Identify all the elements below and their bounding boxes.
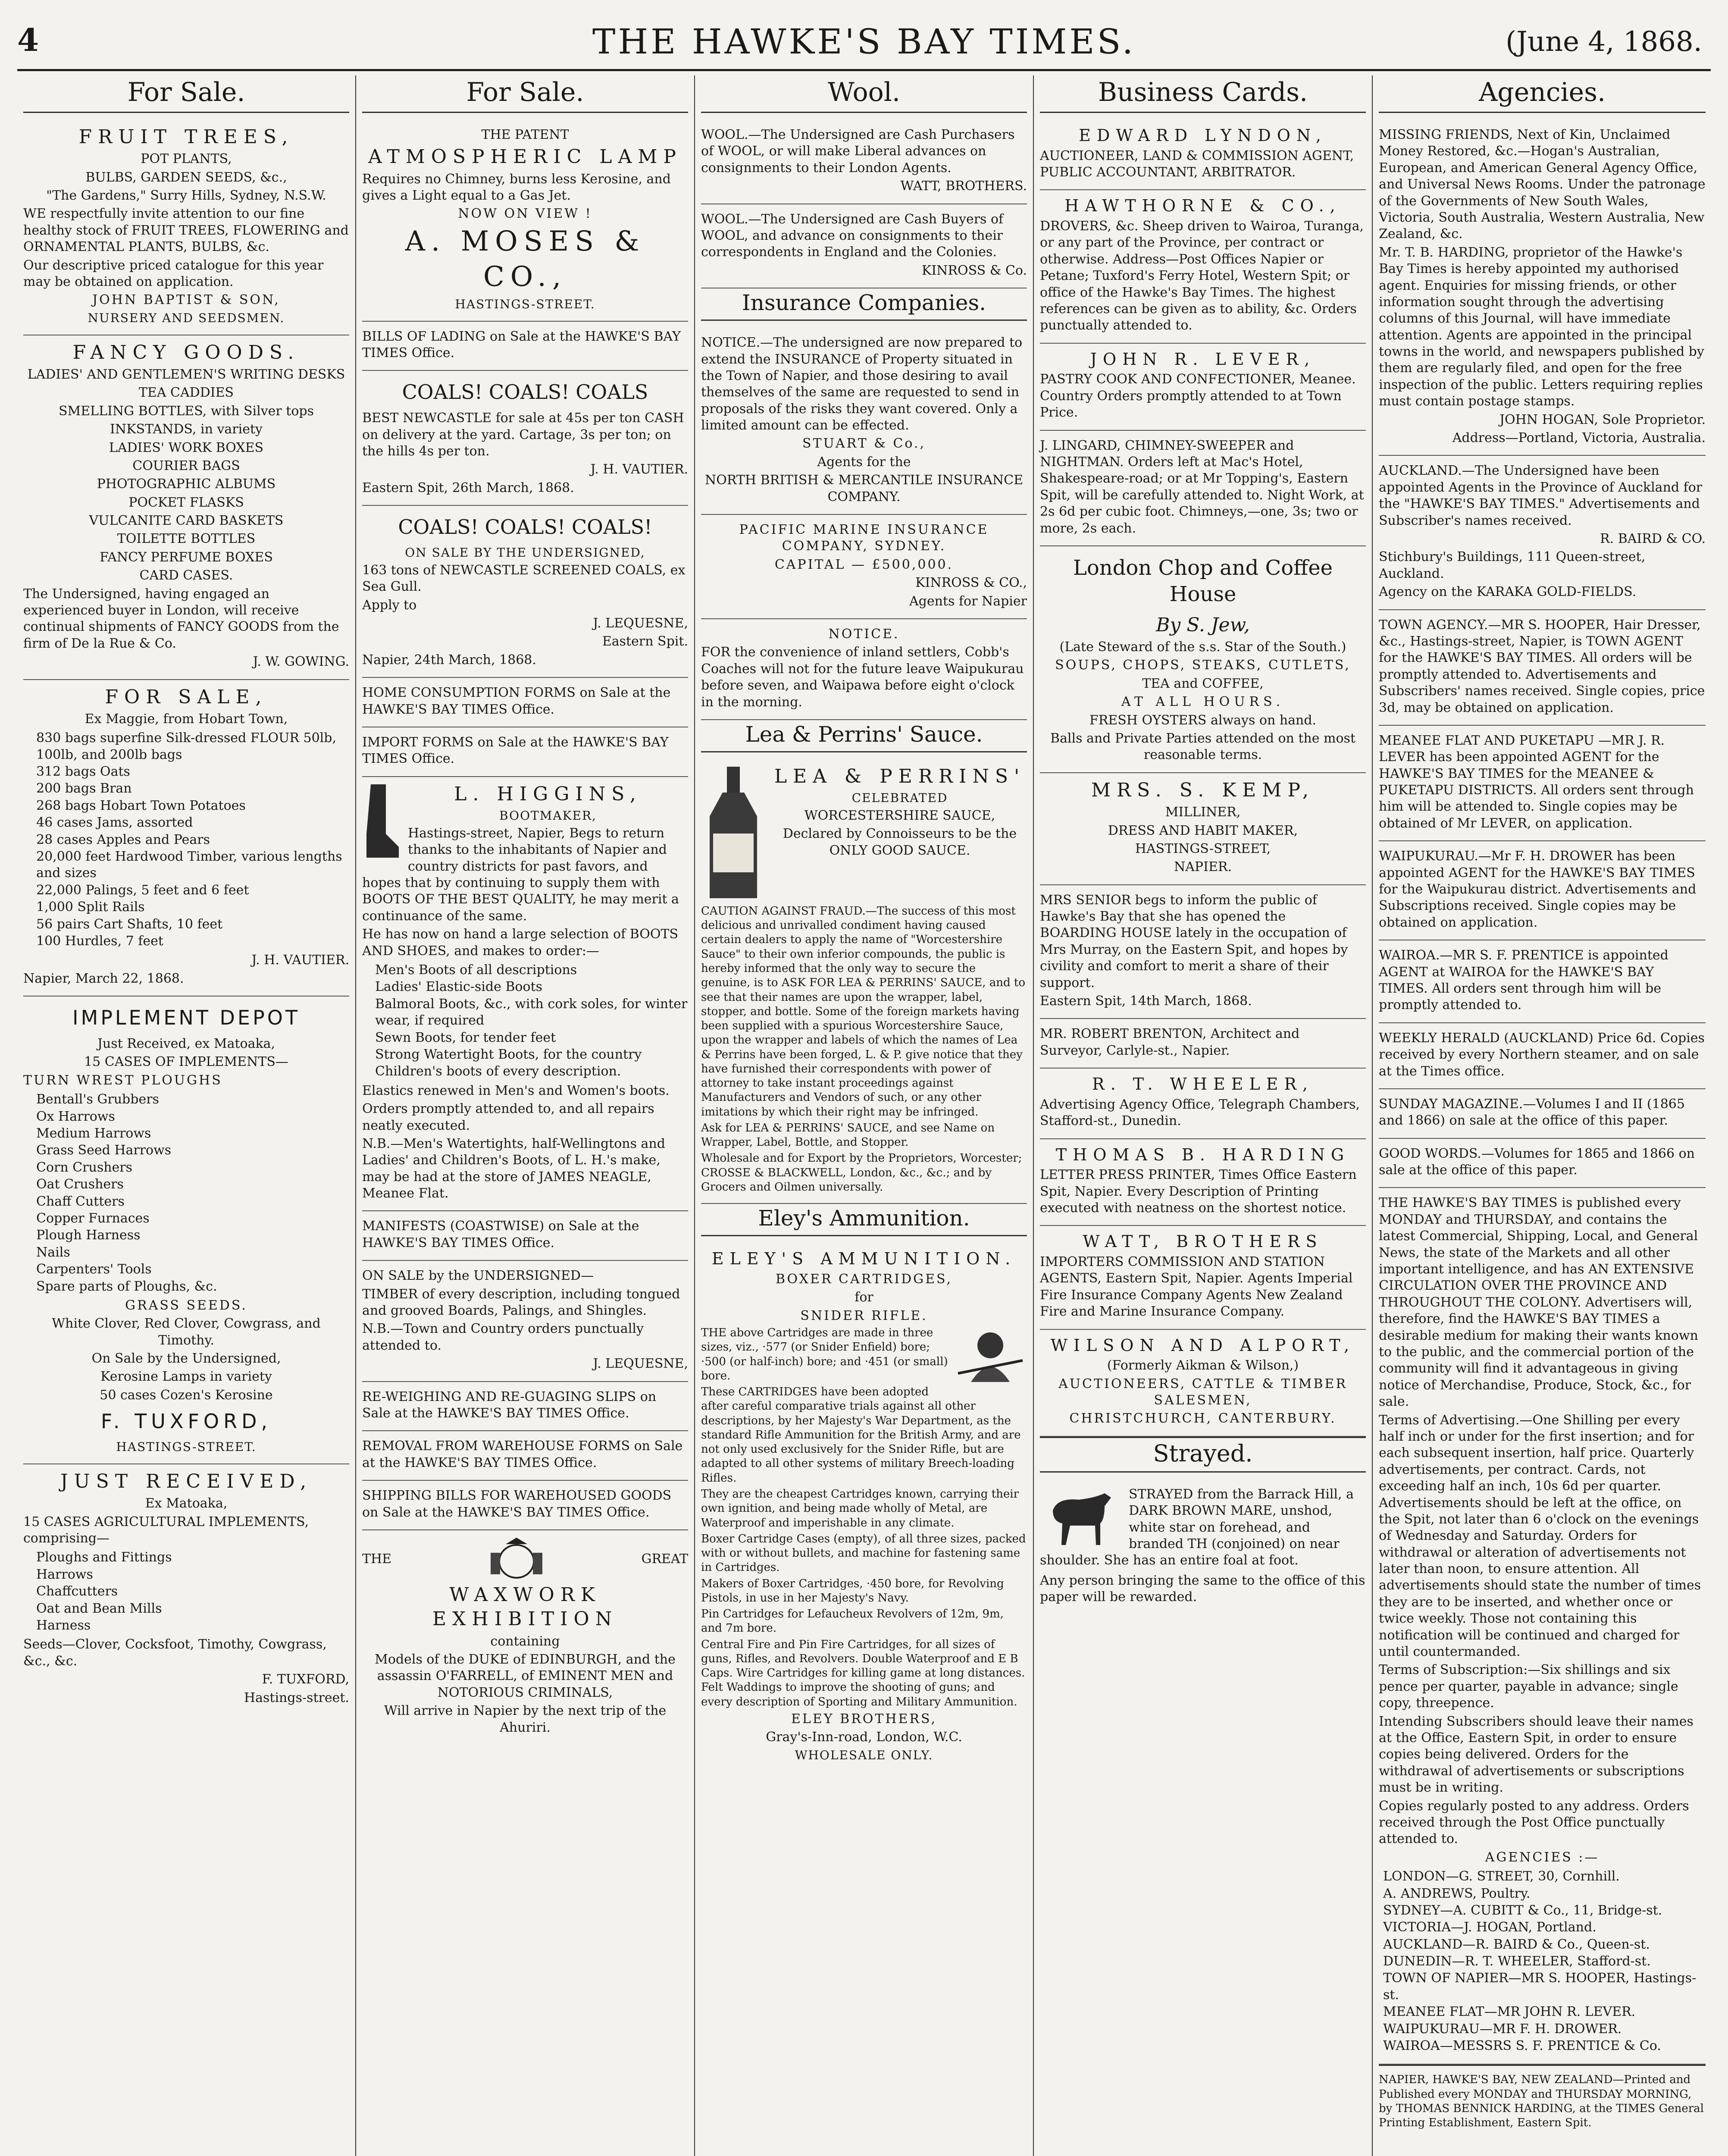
ad-signature: J. H. VAUTIER.	[590, 462, 688, 477]
ad-body: THE HAWKE'S BAY TIMES is published every MONDAY and THURSDAY, and contains the latest Commercial, Shipping, Local, and General News, the state of the Markets and all other important intelligence, and has AN EXTENSIVE CIRCULATION OVER THE PROVINCE AND THROUGHOUT THE COLONY. Advertisers will, therefore, find the HAWKE'S BAY TIMES a desirable medium for making their wants known to the public, and the commercial portion of the community will find it advantageous in giving notice of Merchandise, Produce, Stock, &c., for sale.	[1379, 1195, 1698, 1410]
ad-signature: NURSERY AND SEEDSMEN.	[88, 310, 285, 325]
ad-body: N.B.—Town and Country orders punctually attended to.	[362, 1321, 644, 1353]
card-senior	[1040, 885, 1366, 1019]
ad-body: WOOL.—The Undersigned are Cash Purchasers of WOOL, or will make Liberal advances on consignments to their London Agents.	[701, 127, 1015, 175]
ad-title: London Chop and Coffee House	[1073, 555, 1333, 607]
ad-body: MEANEE FLAT AND PUKETAPU —MR J. R. LEVER has been appointed AGENT for the HAWKE'S BAY TIMES for the MEANEE & PUKETAPU DISTRICTS. All orders sent through him will be attended to. Single copies may be obtained of Mr LEVER, on application.	[1379, 733, 1694, 831]
implements-list	[23, 1549, 349, 1634]
list-item: Strong Watertight Boots, for the country	[375, 1047, 642, 1062]
ad-line: HASTINGS-STREET,	[1135, 841, 1271, 856]
ad-sunday-magazine	[1379, 1089, 1706, 1139]
list-item: AUCKLAND—R. BAIRD & Co., Queen-st.	[1383, 1937, 1650, 1952]
ad-body: Terms of Advertising.—One Shilling per every half inch or under for the first insertion; and for each subsequent insertion, half price. Quarterly advertisements, per contract. Cards, not exceeding half an inch, 10s 6d per quarter. Advertisements should be left at the office, on the Spit, not later than 6 o'clock on the evenings of Wednesday and Saturday. Orders for withdrawal or alteration of advertisements not later than noon, to ensure attention. All advertisements should state the number of times they are to be inserted, and whether once or twice weekly. Those not containing this notification will be continued and charged for until countermanded.	[1379, 1412, 1701, 1660]
ad-eley-ammunition	[701, 1243, 1027, 1771]
ad-line: "The Gardens," Surry Hills, Sydney, N.S.W.	[46, 188, 326, 204]
list-item: Ox Harrows	[36, 1109, 115, 1124]
ad-body: Ask for LEA & PERRINS' SAUCE, and see Name on Wrapper, Label, Bottle, and Stopper.	[701, 1121, 995, 1149]
ad-title: ELEY'S AMMUNITION.	[711, 1249, 1017, 1269]
ad-pacific-marine	[701, 515, 1027, 619]
ad-title: JOHN R. LEVER,	[1090, 349, 1316, 369]
column-heading: Business Cards.	[1040, 75, 1366, 113]
list-item: DUNEDIN—R. T. WHEELER, Stafford-st.	[1383, 1954, 1651, 1969]
ad-reweighing	[362, 1382, 688, 1432]
imprint-text: NAPIER, HAWKE'S BAY, NEW ZEALAND—Printed and Published every MONDAY and THURSDAY MORNING, by THOMAS BENNICK HARDING, at the TIMES General Printing Establishment, Eastern Spit.	[1379, 2073, 1704, 2130]
ad-title: JUST RECEIVED,	[60, 1470, 313, 1492]
ad-body: AUCTIONEER, LAND & COMMISSION AGENT, PUBLIC ACCOUNTANT, ARBITRATOR.	[1040, 148, 1354, 180]
card-hawthorne	[1040, 190, 1366, 343]
ad-title: COALS! COALS! COALS!	[398, 515, 652, 539]
ad-subtitle: WORCESTERSHIRE SAUCE,	[804, 808, 995, 824]
ad-subtitle: BOXER CARTRIDGES,	[775, 1271, 953, 1287]
ad-subtitle: Ex Maggie, from Hobart Town,	[85, 711, 288, 727]
ad-line: BULBS, GARDEN SEEDS, &c.,	[85, 169, 287, 185]
ad-body: TEA and COFFEE,	[1142, 676, 1264, 691]
ad-shipping-bills	[362, 1481, 688, 1530]
ad-body: SUNDAY MAGAZINE.—Volumes I and II (1865 and 1866) on sale at the office of this paper.	[1379, 1096, 1685, 1128]
ad-body: Agents for the	[817, 454, 911, 470]
column-for-sale-1	[17, 75, 356, 2156]
ad-subtitle: Ex Matoaka,	[145, 1496, 228, 1511]
ad-signature: J. LEQUESNE,	[593, 1356, 688, 1372]
list-item: VICTORIA—J. HOGAN, Portland.	[1383, 1920, 1597, 1935]
ad-body: Any person bringing the same to the office of this paper will be rewarded.	[1040, 1573, 1365, 1605]
ad-body: Mr. T. B. HARDING, proprietor of the Hawke's Bay Times is hereby appointed my authorised agent. Enquiries for missing friends, or other information sought through the advertising columns of this Journal, will have immediate attention. Agents are appointed in the principal towns in the world, and newspapers published by them are regularly filed, and open for the free inspection of the public. Letters requiring replies must contain postage stamps.	[1379, 244, 1704, 409]
list-item: Children's boots of every description.	[375, 1064, 621, 1079]
ad-signature: STUART & Co.,	[802, 436, 926, 451]
ad-signature: JOHN BAPTIST & SON,	[92, 292, 280, 308]
list-item: INKSTANDS, in variety	[110, 422, 263, 437]
ad-title: FRUIT TREES,	[78, 126, 294, 148]
ad-body: STRAYED from the Barrack Hill, a DARK BROWN MARE, unshod, white star on forehead, and branded TH (conjoined) on near shoulder. She has an entire foal at foot.	[1040, 1486, 1354, 1568]
ad-signature: A. MOSES & CO.,	[405, 225, 645, 293]
list-item: TEA CADDIES	[138, 385, 234, 401]
ad-body: 163 tons of NEWCASTLE SCREENED COALS, ex Sea Gull.	[362, 562, 686, 595]
list-item: MEANEE FLAT—MR JOHN R. LEVER.	[1383, 2004, 1636, 2020]
ad-line: MILLINER,	[1165, 805, 1241, 820]
ad-title: HAWTHORNE & CO.,	[1064, 196, 1341, 216]
ad-line: NAPIER.	[1174, 859, 1232, 875]
ad-signature: WATT, BROTHERS.	[900, 179, 1027, 194]
ad-title: ATMOSPHERIC LAMP	[368, 146, 682, 168]
ad-address: HASTINGS-STREET.	[116, 1440, 257, 1454]
ad-subtitle: SNIDER RIFLE.	[800, 1308, 928, 1323]
ad-timber	[362, 1261, 688, 1382]
ad-for-sale-vautier	[23, 680, 349, 997]
ad-body: WEEKLY HERALD (AUCKLAND) Price 6d. Copies received by every Northern steamer, and on sale at the Times office.	[1379, 1030, 1705, 1079]
ad-wairoa-agency	[1379, 940, 1706, 1023]
ad-note: WHOLESALE ONLY.	[795, 1748, 933, 1762]
ad-coals-vautier	[362, 371, 688, 506]
ad-body: MANIFESTS (COASTWISE) on Sale at the HAWKE'S BAY TIMES Office.	[362, 1219, 639, 1250]
list-item: Grass Seed Harrows	[36, 1143, 172, 1158]
column-heading: Wool.	[701, 75, 1027, 113]
ad-meanee-agency	[1379, 726, 1706, 841]
ad-body: WAIPUKURAU.—Mr F. H. DROWER has been appointed AGENT for the HAWKE'S BAY TIMES for the Waipukurau district. Advertisements and Subscriptions received. Single copies may be obtained on application.	[1379, 849, 1697, 930]
list-item: Oat Crushers	[36, 1177, 124, 1192]
ad-body: Boxer Cartridge Cases (empty), of all three sizes, packed with or without bullets, and machine for fastening same in Cartridges.	[701, 1532, 1026, 1574]
ad-body: Our descriptive priced catalogue for this year may be obtained on application.	[23, 257, 324, 290]
ad-subtitle: By S. Jew,	[1156, 614, 1250, 636]
list-item: TOWN OF NAPIER—MR S. HOOPER, Hastings-st.	[1383, 1971, 1697, 2002]
ad-kicker: THE	[362, 1551, 392, 1567]
column-heading: For Sale.	[362, 75, 688, 113]
ad-body: BILLS OF LADING on Sale at the HAWKE'S BAY TIMES Office.	[362, 329, 681, 360]
ad-body: Orders promptly attended to, and all repairs neatly executed.	[362, 1101, 654, 1133]
ad-callout: NOW ON VIEW !	[458, 206, 592, 222]
ad-body: They are the cheapest Cartridges known, carrying their own ignition, and being made wholly of Metal, are Waterproof and imperishable in any climate.	[701, 1487, 1019, 1529]
list-item: Copper Furnaces	[36, 1210, 150, 1226]
ad-higgins	[362, 777, 688, 1212]
ad-lead: TURN WREST PLOUGHS	[23, 1072, 222, 1088]
list-item: Harrows	[36, 1567, 93, 1582]
ad-body: 15 CASES AGRICULTURAL IMPLEMENTS, comprising—	[23, 1514, 309, 1546]
ad-date: Eastern Spit, 26th March, 1868.	[362, 480, 574, 495]
list-item: Bentall's Grubbers	[36, 1092, 159, 1107]
ad-body: Declared by Connoisseurs to be the ONLY GOOD SAUCE.	[783, 826, 1017, 858]
ad-coals-lequesne	[362, 506, 688, 678]
ad-body: TOWN AGENCY.—MR S. HOOPER, Hair Dresser, &c., Hastings-street, Napier, is TOWN AGENT for the HAWKE'S BAY TIMES. All orders will be promptly attended to. Advertisements and Subscribers' names received. Single copies, price 3d, may be obtained on application.	[1379, 617, 1705, 715]
ad-title: PACIFIC MARINE INSURANCE COMPANY, SYDNEY.	[739, 522, 989, 554]
ad-body: WAIROA.—MR S. F. PRENTICE is appointed AGENT at WAIROA for the HAWKE'S BAY TIMES. All orders sent through him will be promptly attended to.	[1379, 948, 1669, 1013]
list-item: Chaff Cutters	[36, 1194, 125, 1209]
ad-body: Wholesale and for Export by the Proprietors, Worcester; CROSSE & BLACKWELL, London, &c., &c.; and by Grocers and Oilmen universally.	[701, 1152, 1022, 1194]
ad-date: Napier, March 22, 1868.	[23, 971, 184, 986]
ad-body: Elastics renewed in Men's and Women's boots.	[362, 1083, 670, 1098]
list-item: LONDON—G. STREET, 30, Cornhill.	[1383, 1869, 1620, 1884]
card-brenton	[1040, 1019, 1366, 1069]
ad-subheading: GRASS SEEDS.	[125, 1297, 247, 1313]
royal-crest-icon	[482, 1536, 551, 1583]
ad-body: Will arrive in Napier by the next trip of the Ahuriri.	[384, 1703, 667, 1735]
ad-signature: Agents for Napier	[909, 593, 1027, 609]
list-item: Chaffcutters	[36, 1584, 118, 1599]
ad-line: POT PLANTS,	[141, 151, 232, 167]
ad-date: Napier, 24th March, 1868.	[362, 652, 536, 667]
ad-just-received	[23, 1464, 349, 1715]
ad-subtitle: (Formerly Aikman & Wilson,)	[1107, 1358, 1299, 1373]
ad-publication-terms	[1379, 1188, 1706, 2065]
ad-body: DROVERS, &c. Sheep driven to Wairoa, Turanga, or any part of the Province, per contract or otherwise. Address—Post Offices Napier or Petane; Tuxford's Ferry Hotel, Western Spit; or office of the Hawke's Bay Times. The highest references can be given as to ability, &c. Orders punctually attended to.	[1040, 219, 1364, 333]
ad-subheading: AGENCIES :—	[1485, 1849, 1600, 1865]
list-item: Medium Harrows	[36, 1126, 151, 1141]
ad-body: Advertising Agency Office, Telegraph Chambers, Stafford-st., Dunedin.	[1040, 1097, 1360, 1129]
ad-body: MRS SENIOR begs to inform the public of Hawke's Bay that she has opened the BOARDING HOUSE lately in the occupation of Mrs Murray, on the Eastern Spit, and hopes by civility and comfort to merit a share of their support.	[1040, 892, 1348, 990]
list-item: POCKET FLASKS	[128, 495, 244, 510]
ad-body: SOUPS, CHOPS, STEAKS, CUTLETS,	[1055, 658, 1351, 673]
ad-body: TIMBER of every description, including tongued and grooved Boards, Palings, and Shingles.	[362, 1286, 680, 1319]
ad-kicker: GREAT	[641, 1551, 688, 1567]
ad-signature: J. H. VAUTIER.	[251, 953, 349, 968]
ad-title: COALS! COALS! COALS	[402, 380, 648, 404]
list-item: 200 bags Bran	[36, 781, 132, 796]
ad-body: containing	[490, 1633, 560, 1649]
ad-signature: KINROSS & Co.	[921, 263, 1027, 278]
ad-import-forms	[362, 727, 688, 777]
ad-address: Eastern Spit.	[602, 634, 688, 649]
list-item: 830 bags superfine Silk-dressed FLOUR 50lb, 100lb, and 200lb bags	[36, 730, 337, 762]
ad-signature: KINROSS & CO.,	[915, 575, 1027, 591]
ad-body: White Clover, Red Clover, Cowgrass, and Timothy.	[52, 1316, 321, 1348]
sauce-bottle-icon	[701, 765, 766, 903]
ad-address: CHRISTCHURCH, CANTERBURY.	[1069, 1411, 1337, 1426]
ad-date: Eastern Spit, 14th March, 1868.	[1040, 993, 1252, 1009]
agencies-list	[1379, 1868, 1706, 2054]
section-heading: Eley's Ammunition.	[701, 1204, 1027, 1236]
ad-title: MRS. S. KEMP,	[1091, 779, 1315, 801]
list-item: SMELLING BOTTLES, with Silver tops	[59, 403, 314, 419]
ad-body: SHIPPING BILLS FOR WAREHOUSED GOODS on Sale at the HAWKE'S BAY TIMES Office.	[362, 1488, 672, 1520]
ad-subtitle: CELEBRATED	[851, 791, 948, 805]
newspaper-title: THE HAWKE'S BAY TIMES.	[592, 22, 1136, 62]
list-item: Oat and Bean Mills	[36, 1601, 162, 1616]
list-item: LADIES' AND GENTLEMEN'S WRITING DESKS	[27, 367, 345, 382]
ad-signature: F. TUXFORD,	[262, 1672, 349, 1687]
ad-body: AUCTIONEERS, CATTLE & TIMBER SALESMEN,	[1058, 1376, 1347, 1408]
ad-body: Apply to	[362, 597, 417, 613]
ad-auckland-agency	[1379, 456, 1706, 610]
card-watt-brothers	[1040, 1226, 1366, 1329]
ad-subtitle: ON SALE BY THE UNDERSIGNED,	[405, 545, 645, 560]
ad-title: IMPLEMENT DEPOT	[72, 1006, 301, 1030]
ad-subtitle: Just Received, ex Matoaka,	[97, 1036, 275, 1052]
list-item: PHOTOGRAPHIC ALBUMS	[97, 476, 276, 492]
list-item: Men's Boots of all descriptions	[375, 962, 577, 978]
ad-body: THE above Cartridges are made in three sizes, viz., ·577 (or Snider Enfield) bore; ·500 (or half-inch) bore; and ·451 (or small) bore.	[701, 1326, 948, 1382]
column-wool	[695, 75, 1034, 2156]
list-item: Sewn Boots, for tender feet	[375, 1030, 556, 1045]
ad-subtitle: BOOTMAKER,	[499, 808, 597, 823]
ad-body: Makers of Boxer Cartridges, ·450 bore, for Revolving Pistols, in use in her Majesty's Navy.	[701, 1577, 1004, 1604]
ad-signature: F. TUXFORD,	[100, 1410, 272, 1433]
ad-signature: JOHN HOGAN, Sole Proprietor.	[1499, 412, 1706, 427]
ad-body: AUCKLAND.—The Undersigned have been appointed Agents in the Province of Auckland for the "HAWKE'S BAY TIMES." Advertisements and Subscriber's names received.	[1379, 463, 1703, 528]
ad-body: BEST NEWCASTLE for sale at 45s per ton CASH on delivery at the yard. Cartage, 3s per ton; on the hills 4s per ton.	[362, 411, 684, 459]
ad-lea-perrins	[701, 759, 1027, 1204]
implements-list	[23, 1091, 349, 1295]
ad-body: FOR the convenience of inland settlers, Cobb's Coaches will not for the future leave Waipukurau before seven, and Waipawa before eight o'clock in the morning.	[701, 645, 1024, 710]
ad-title: LEA & PERRINS'	[774, 765, 1026, 787]
list-item: Ladies' Elastic-side Boots	[375, 979, 543, 995]
card-wilson-alport	[1040, 1330, 1366, 1437]
ad-title: R. T. WHEELER,	[1092, 1075, 1314, 1094]
list-item: 1,000 Split Rails	[36, 899, 145, 915]
ad-body: NORTH BRITISH & MERCANTILE INSURANCE COMPANY.	[704, 473, 1024, 505]
list-item: WAIROA—MESSRS S. F. PRENTICE & Co.	[1383, 2038, 1661, 2054]
ad-body: CAUTION AGAINST FRAUD.—The success of this most delicious and unrivalled condiment having caused certain dealers to apply the name of "Worcestershire Sauce" to their own inferior compounds, the public is hereby informed that the only way to secure the genuine, is to ASK FOR LEA & PERRINS' SAUCE, and to see that their names are upon the wrapper, label, stopper, and bottle. Some of the foreign markets having been supplied with a spurious Worcestershire Sauce, upon the wrapper and labels of which the names of Lea & Perrins have been forged, L. & P. give notice that they have furnished their correspondents with power of attorney to take instant proceedings against Manufacturers and Vendors of such, or any other imitations by which their right may be infringed.	[701, 904, 1025, 1119]
ad-body: IMPORTERS COMMISSION AND STATION AGENTS, Eastern Spit, Napier. Agents Imperial Fire Insurance Company Agents New Zealand Fire and Marine Insurance Company.	[1040, 1254, 1353, 1319]
ad-subtitle: (Late Steward of the s.s. Star of the South.)	[1059, 639, 1346, 655]
ad-signature: J. W. GOWING.	[253, 654, 349, 670]
list-item: 46 cases Jams, assorted	[36, 815, 193, 830]
ad-title: FOR SALE,	[105, 686, 268, 708]
list-item: LADIES' WORK BOXES	[109, 440, 264, 455]
ad-weekly-herald	[1379, 1023, 1706, 1089]
ad-address: Gray's-Inn-road, London, W.C.	[766, 1730, 962, 1745]
list-item: 312 bags Oats	[36, 764, 130, 780]
hunter-illustration-icon	[954, 1326, 1027, 1386]
ad-body: MR. ROBERT BRENTON, Architect and Surveyor, Carlyle-st., Napier.	[1040, 1026, 1300, 1058]
ad-title: WAXWORK EXHIBITION	[432, 1583, 618, 1630]
card-harding	[1040, 1139, 1366, 1226]
list-item: 268 bags Hobart Town Potatoes	[36, 798, 246, 813]
card-lever	[1040, 344, 1366, 431]
ad-body: Central Fire and Pin Fire Cartridges, for all sizes of guns, Rifles, and Revolvers. Double Waterproof and E B Caps. Wire Cartridges for killing game at long distances. Felt Waddings to improve the shooting of guns; and every description of Sporting and Military Ammunition.	[701, 1638, 1025, 1708]
list-item: WAIPUKURAU—MR F. H. DROWER.	[1383, 2021, 1622, 2037]
ad-title: EDWARD LYNDON,	[1079, 126, 1327, 145]
ad-line: DRESS AND HABIT MAKER,	[1108, 823, 1298, 838]
ad-body: GOOD WORDS.—Volumes for 1865 and 1866 on sale at the office of this paper.	[1379, 1146, 1695, 1178]
list-item: 28 cases Apples and Pears	[36, 832, 210, 847]
ad-body: On Sale by the Undersigned,	[91, 1351, 281, 1366]
ad-insurance-notice	[701, 328, 1027, 515]
ad-wool-kinross	[701, 204, 1027, 289]
section-heading: Strayed.	[1040, 1437, 1366, 1473]
ad-manifests	[362, 1211, 688, 1261]
ad-strayed-mare	[1040, 1479, 1366, 1614]
boot-icon	[362, 782, 401, 860]
list-item: Plough Harness	[36, 1228, 141, 1243]
ad-fancy-goods	[23, 335, 349, 680]
ad-body: Intending Subscribers should leave their names at the Office, Eastern Spit, in order to ensure copies being delivered. Orders for the withdrawal of advertisements or subscriptions must be in writing.	[1379, 1714, 1694, 1796]
ad-good-words	[1379, 1139, 1706, 1188]
issue-date: (June 4, 1868.	[1506, 26, 1702, 58]
ad-body: These CARTRIDGES have been adopted after careful comparative trials against all other descriptions, by her Majesty's War Department, as the standard Rifle Ammunition for the British Army, and are not only used exclusively for the Snider Rifle, but are adapted to all other systems of military Breech-loading Rifles.	[701, 1385, 1021, 1485]
ad-body: AT ALL HOURS.	[1121, 694, 1285, 710]
ad-missing-friends	[1379, 120, 1706, 456]
ad-body: 50 cases Cozen's Kerosine	[100, 1387, 273, 1403]
list-item: TOILETTE BOTTLES	[117, 531, 256, 547]
ad-body: WOOL.—The Undersigned are Cash Buyers of WOOL, and advance on consignments to their correspondents in England and the Colonies.	[701, 211, 1004, 260]
waxwork-header	[362, 1536, 688, 1583]
ad-implement-depot	[23, 997, 349, 1464]
list-item: Corn Crushers	[36, 1159, 133, 1175]
ad-body: LETTER PRESS PRINTER, Times Office Eastern Spit, Napier. Every Description of Printing executed with neatness on the shortest notice.	[1040, 1167, 1357, 1216]
section-heading: Lea & Perrins' Sauce.	[701, 720, 1027, 752]
list-item: 20,000 feet Hardwood Timber, various lengths and sizes	[36, 849, 342, 881]
ad-address: Hastings-street.	[244, 1690, 349, 1705]
column-agencies	[1373, 75, 1712, 2156]
ad-body: Balls and Private Parties attended on the most reasonable terms.	[1050, 731, 1356, 763]
ad-body: Agency on the KARAKA GOLD-FIELDS.	[1379, 584, 1637, 600]
ad-body: J. LINGARD, CHIMNEY-SWEEPER and NIGHTMAN. Orders left at Mac's Hotel, Shakespeare-road; or at Mr Topping's, Eastern Spit, will be carefully attended to. Night Work, at 2s 6d per cubic foot. Chimneys,—one, 3s; two or more, 2s each.	[1040, 438, 1364, 536]
ad-body: Kerosine Lamps in variety	[100, 1369, 272, 1385]
column-heading: For Sale.	[23, 75, 349, 113]
list-item: Nails	[36, 1244, 70, 1260]
list-item: FANCY PERFUME BOXES	[100, 549, 273, 565]
ad-town-agency	[1379, 610, 1706, 726]
ad-waxwork	[362, 1530, 688, 1745]
ad-title: L. HIGGINS,	[454, 783, 642, 805]
ad-body: Copies regularly posted to any address. Orders received through the Post Office punctually attended to.	[1379, 1798, 1689, 1847]
ad-title: WILSON AND ALPORT,	[1050, 1335, 1355, 1355]
ad-body: MISSING FRIENDS, Next of Kin, Unclaimed Money Restored, &c.—Hogan's Australian, European, and American General Agency Office, and Universal News Rooms. Under the patronage of the Governments of New South Wales, Victoria, South Australia, Western Australia, New Zealand, &c.	[1379, 127, 1706, 242]
list-item: Carpenters' Tools	[36, 1262, 152, 1277]
ad-bills-of-lading	[362, 322, 688, 371]
list-item: A. ANDREWS, Poultry.	[1383, 1886, 1531, 1901]
card-lingard	[1040, 431, 1366, 546]
ad-kicker: THE PATENT	[481, 127, 569, 142]
ad-body: N.B.—Men's Watertights, half-Wellingtons and Ladies' and Children's Boots, of L. H.'s make, may be had at the store of JAMES NEAGLE, Meanee Flat.	[362, 1136, 665, 1201]
ad-title: FANCY GOODS.	[72, 341, 300, 364]
ad-fruit-trees	[23, 120, 349, 335]
ad-coaches-notice	[701, 619, 1027, 720]
ad-removal	[362, 1431, 688, 1481]
column-heading: Agencies.	[1379, 75, 1706, 113]
ad-title: ON SALE by the UNDERSIGNED—	[362, 1268, 594, 1284]
ad-address: Stichbury's Buildings, 111 Queen-street, Auckland.	[1379, 549, 1646, 581]
ad-body: Requires no Chimney, burns less Kerosine, and gives a Light equal to a Gas Jet.	[362, 171, 671, 204]
list-item: Ploughs and Fittings	[36, 1550, 172, 1565]
list-item: Spare parts of Ploughs, &c.	[36, 1279, 217, 1294]
ad-body: NOTICE.—The undersigned are now prepared to extend the INSURANCE of Property situated in the Town of Napier, and those desiring to avail themselves of the same are requested to send in proposals of the risks they want covered. Only a limited amount can be effected.	[701, 335, 1023, 433]
page-number: 4	[17, 22, 39, 58]
ad-body: The Undersigned, having engaged an experienced buyer in London, will receive continual shipments of FANCY GOODS from the firm of De la Rue & Co.	[23, 586, 339, 651]
list-item: CARD CASES.	[139, 568, 233, 583]
column-for-sale-2	[356, 75, 695, 2156]
ad-home-consumption	[362, 678, 688, 727]
list-item: VULCANITE CARD BASKETS	[89, 513, 284, 529]
card-kemp	[1040, 773, 1366, 885]
ad-body: IMPORT FORMS on Sale at the HAWKE'S BAY TIMES Office.	[362, 734, 669, 767]
list-item: 56 pairs Cart Shafts, 10 feet	[36, 916, 223, 932]
column-business-cards	[1034, 75, 1373, 2156]
ad-waipukurau-agency	[1379, 841, 1706, 940]
card-wheeler	[1040, 1069, 1366, 1139]
section-heading: Insurance Companies.	[701, 288, 1027, 321]
ad-subtitle: 15 CASES OF IMPLEMENTS—	[84, 1054, 288, 1070]
ad-body: CAPITAL — £500,000.	[774, 557, 954, 572]
ad-body: Hastings-street, Napier, Begs to return thanks to the inhabitants of Napier and country districts for past favors, and hopes that by continuing to supply them with BOOTS OF THE BEST QUALITY, he may merit a continuance of the same.	[362, 825, 679, 924]
ad-body: WE respectfully invite attention to our fine healthy stock of FRUIT TREES, FLOWERING and ORNAMENTAL PLANTS, BULBS, &c.	[23, 206, 349, 255]
ad-body: FRESH OYSTERS always on hand.	[1089, 712, 1317, 728]
ad-subtitle: for	[855, 1290, 873, 1305]
goods-list	[23, 730, 349, 950]
ad-signature: ELEY BROTHERS,	[791, 1711, 937, 1727]
list-item: SYDNEY—A. CUBITT & Co., 11, Bridge-st.	[1383, 1902, 1662, 1918]
printer-imprint	[1379, 2065, 1706, 2139]
ad-signature: R. BAIRD & CO.	[1600, 531, 1706, 546]
ad-body: Pin Cartridges for Lefaucheux Revolvers of 12m, 9m, and 7m bore.	[701, 1608, 1004, 1635]
boots-list	[362, 962, 688, 1080]
ad-body: He has now on hand a large selection of BOOTS AND SHOES, and makes to order:—	[362, 927, 679, 959]
horse-icon	[1040, 1485, 1122, 1549]
list-item: Harness	[36, 1618, 91, 1633]
ad-body: HOME CONSUMPTION FORMS on Sale at the HAWKE'S BAY TIMES Office.	[362, 685, 671, 717]
ad-title: WATT, BROTHERS	[1083, 1232, 1323, 1251]
masthead	[17, 9, 1711, 71]
ad-title: THOMAS B. HARDING	[1055, 1145, 1350, 1164]
card-chop-house	[1040, 546, 1366, 773]
ad-body: REMOVAL FROM WAREHOUSE FORMS on Sale at the HAWKE'S BAY TIMES Office.	[362, 1438, 683, 1470]
ad-signature: J. LEQUESNE,	[593, 616, 688, 631]
ad-body: Seeds—Clover, Cocksfoot, Timothy, Cowgrass, &c., &c.	[23, 1637, 327, 1669]
list-item: 22,000 Palings, 5 feet and 6 feet	[36, 882, 249, 898]
ad-wool-watt	[701, 120, 1027, 204]
ad-title: NOTICE.	[828, 626, 900, 642]
list-item: COURIER BAGS	[132, 458, 240, 473]
ad-body: PASTRY COOK AND CONFECTIONER, Meanee. Country Orders promptly attended to at Town Price.	[1040, 372, 1356, 420]
ad-body: Models of the DUKE of EDINBURGH, and the assassin O'FARRELL, of EMINENT MEN and NOTORIOUS CRIMINALS,	[375, 1651, 676, 1700]
card-lyndon	[1040, 120, 1366, 190]
ad-address: HASTINGS-STREET.	[455, 297, 595, 311]
ad-address: Address—Portland, Victoria, Australia.	[1452, 430, 1706, 446]
list-item: Balmoral Boots, &c., with cork soles, for winter wear, if required	[375, 996, 688, 1028]
list-item: 100 Hurdles, 7 feet	[36, 934, 163, 949]
ad-atmospheric-lamp	[362, 120, 688, 322]
ad-body: RE-WEIGHING AND RE-GUAGING SLIPS on Sale at the HAWKE'S BAY TIMES Office.	[362, 1389, 657, 1421]
ad-body: Terms of Subscription:—Six shillings and six pence per quarter, payable in advance; single copy, threepence.	[1379, 1662, 1678, 1711]
